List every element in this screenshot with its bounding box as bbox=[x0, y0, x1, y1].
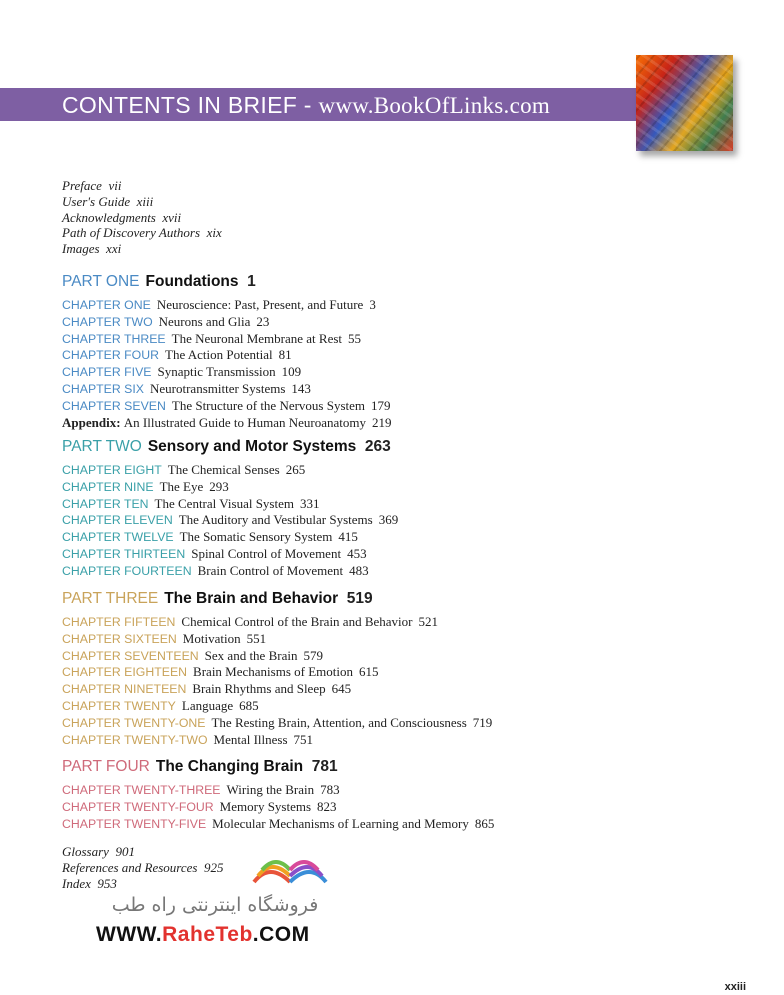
back-matter bbox=[62, 844, 223, 891]
chapter-entry: CHAPTER TWELVE The Somatic Sensory System 415 bbox=[62, 529, 358, 545]
front-item: User's Guide xiii bbox=[62, 193, 154, 209]
part-one-chapters bbox=[62, 297, 392, 430]
front-item: Path of Discovery Authors xix bbox=[62, 225, 222, 241]
part-two-chapters bbox=[62, 462, 398, 580]
part-four-heading bbox=[62, 758, 338, 776]
back-item: Glossary 901 bbox=[62, 844, 135, 859]
chapter-entry: CHAPTER FOUR The Action Potential 81 bbox=[62, 347, 292, 363]
part-page: 519 bbox=[346, 590, 373, 607]
chapter-entry: CHAPTER EIGHT The Chemical Senses 265 bbox=[62, 462, 306, 477]
front-item: Preface vii bbox=[62, 178, 122, 193]
chapter-entry: CHAPTER SIXTEEN Motivation 551 bbox=[62, 630, 267, 646]
part-page: 1 bbox=[247, 273, 256, 290]
chapter-entry: CHAPTER TWO Neurons and Glia 23 bbox=[62, 313, 270, 329]
chapter-entry: CHAPTER TWENTY Language 685 bbox=[62, 697, 259, 713]
part-page: 263 bbox=[364, 438, 391, 455]
part-one-heading bbox=[62, 273, 256, 291]
chapter-entry: CHAPTER TWENTY-FIVE Molecular Mechanisms of Learning and Memory 865 bbox=[62, 815, 495, 831]
chapter-entry: CHAPTER THIRTEEN Spinal Control of Movement 453 bbox=[62, 545, 367, 561]
chapter-entry: CHAPTER NINE The Eye 293 bbox=[62, 478, 229, 494]
chapter-entry: CHAPTER TWENTY-TWO Mental Illness 751 bbox=[62, 731, 314, 747]
chapter-entry: CHAPTER FIFTEEN Chemical Control of the Brain and Behavior 521 bbox=[62, 614, 438, 629]
chapter-entry: CHAPTER TWENTY-FOUR Memory Systems 823 bbox=[62, 798, 337, 814]
chapter-entry: CHAPTER ELEVEN The Auditory and Vestibular Systems 369 bbox=[62, 512, 399, 528]
part-four-chapters bbox=[62, 782, 494, 832]
back-item: References and Resources 925 bbox=[62, 859, 224, 875]
front-item: Images xxi bbox=[62, 241, 122, 257]
part-title: The Brain and Behavior bbox=[164, 590, 339, 607]
part-title: Foundations bbox=[145, 273, 239, 290]
cover-painting-image bbox=[636, 55, 733, 151]
part-three-chapters bbox=[62, 614, 492, 748]
chapter-entry: CHAPTER THREE The Neuronal Membrane at Rest 55 bbox=[62, 330, 362, 346]
part-label: PART TWO bbox=[62, 438, 142, 455]
chapter-entry: CHAPTER SEVENTEEN Sex and the Brain 579 bbox=[62, 647, 323, 663]
page-number: xxiii bbox=[724, 981, 746, 993]
back-item: Index 953 bbox=[62, 875, 117, 891]
part-title: Sensory and Motor Systems bbox=[147, 438, 357, 455]
part-page: 781 bbox=[311, 758, 338, 775]
part-label: PART THREE bbox=[62, 590, 159, 607]
chapter-entry: CHAPTER SEVEN The Structure of the Nervous System 179 bbox=[62, 397, 391, 413]
chapter-entry: CHAPTER FIVE Synaptic Transmission 109 bbox=[62, 364, 302, 380]
part-label: PART FOUR bbox=[62, 758, 150, 775]
chapter-entry: CHAPTER SIX Neurotransmitter Systems 143 bbox=[62, 380, 311, 396]
chapter-entry: CHAPTER TWENTY-THREE Wiring the Brain 783 bbox=[62, 782, 340, 797]
chapter-entry: CHAPTER TWENTY-ONE The Resting Brain, Attention, and Consciousness 719 bbox=[62, 714, 493, 730]
chapter-entry: CHAPTER ONE Neuroscience: Past, Present, and Future 3 bbox=[62, 297, 376, 312]
watermark-url: WWW.RaheTeb.COM bbox=[96, 923, 310, 946]
page-title bbox=[62, 92, 550, 119]
part-two-heading bbox=[62, 438, 391, 456]
part-three-heading bbox=[62, 590, 373, 608]
front-item: Acknowledgments xvii bbox=[62, 209, 182, 225]
chapter-entry: CHAPTER EIGHTEEN Brain Mechanisms of Emotion 615 bbox=[62, 664, 379, 680]
chapter-entry: CHAPTER TEN The Central Visual System 331 bbox=[62, 495, 320, 511]
watermark-persian-text: فروشگاه اینترنتی راه طب bbox=[111, 894, 319, 916]
front-matter bbox=[62, 178, 222, 257]
title-text: CONTENTS IN BRIEF - bbox=[62, 92, 319, 118]
title-url: www.BookOfLinks.com bbox=[318, 93, 551, 118]
appendix-entry: Appendix: An Illustrated Guide to Human Neuroanatomy 219 bbox=[62, 414, 392, 430]
book-logo-icon bbox=[250, 852, 330, 888]
part-title: The Changing Brain bbox=[155, 758, 304, 775]
chapter-entry: CHAPTER NINETEEN Brain Rhythms and Sleep 645 bbox=[62, 681, 352, 697]
chapter-entry: CHAPTER FOURTEEN Brain Control of Movement 483 bbox=[62, 562, 369, 578]
part-label: PART ONE bbox=[62, 273, 140, 290]
